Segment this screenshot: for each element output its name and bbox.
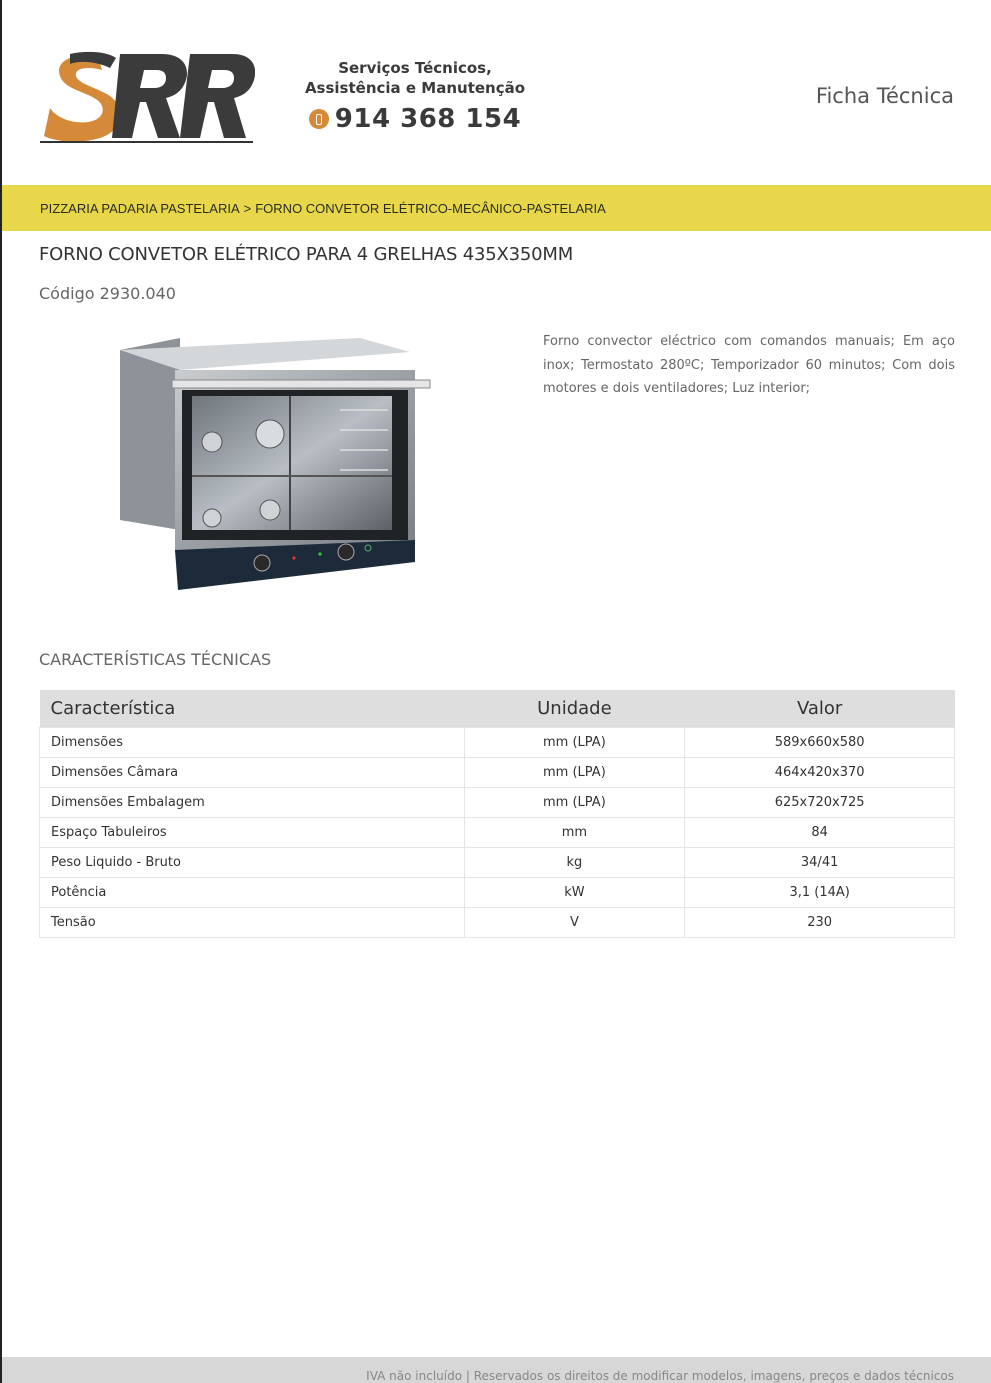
row-unit: mm (LPA) (464, 727, 685, 757)
contact-block (300, 58, 530, 134)
row-characteristic: Tensão (40, 907, 465, 937)
product-description: Forno convector eléctrico com comandos manuais; Em aço inox; Termostato 280ºC; Temporizador 60 minutos; Com dois motores e dois ventiladores; Luz interior; (543, 334, 955, 396)
page-label: Ficha Técnica (815, 84, 954, 108)
row-value: 464x420x370 (685, 757, 955, 787)
table-row (40, 847, 955, 877)
row-unit: mm (LPA) (464, 757, 685, 787)
row-value: 34/41 (685, 847, 955, 877)
breadcrumb-item-category[interactable]: PIZZARIA PADARIA PASTELARIA (40, 200, 240, 216)
header-unit: Unidade (464, 690, 685, 727)
row-value: 230 (685, 907, 955, 937)
contact-assistance-line: Assistência e Manutenção (304, 79, 526, 97)
breadcrumb-separator: > (243, 200, 252, 216)
row-unit: mm (LPA) (464, 787, 685, 817)
footer (2, 1357, 991, 1383)
phone-row (300, 104, 530, 134)
row-unit: kW (464, 877, 685, 907)
header (0, 0, 991, 185)
specs-section-title: CARACTERÍSTICAS TÉCNICAS (39, 650, 272, 669)
specs-table (39, 690, 955, 938)
breadcrumb-item-subcategory[interactable]: FORNO CONVETOR ELÉTRICO-MECÂNICO-PASTELARIA (255, 200, 606, 216)
row-characteristic: Espaço Tabuleiros (40, 817, 465, 847)
row-value: 589x660x580 (685, 727, 955, 757)
row-characteristic: Dimensões Embalagem (40, 787, 465, 817)
table-row (40, 757, 955, 787)
table-row (40, 877, 955, 907)
header-value: Valor (685, 690, 955, 727)
row-value: 3,1 (14A) (685, 877, 955, 907)
contact-services-line: Serviços Técnicos, (338, 59, 492, 77)
logo-underline (40, 141, 253, 143)
convection-oven-image (110, 330, 440, 595)
table-row (40, 817, 955, 847)
row-unit: kg (464, 847, 685, 877)
row-characteristic: Dimensões Câmara (40, 757, 465, 787)
table-header-row (40, 690, 955, 727)
breadcrumb (2, 185, 991, 231)
phone-number[interactable]: 914 368 154 (334, 104, 522, 134)
header-characteristic: Característica (40, 690, 465, 727)
footer-disclaimer: IVA não incluído | Reservados os direitos de modificar modelos, imagens, preços e dados técnicos (366, 1369, 954, 1383)
row-characteristic: Potência (40, 877, 465, 907)
phone-icon (309, 109, 329, 129)
row-characteristic: Peso Liquido - Bruto (40, 847, 465, 877)
table-row (40, 787, 955, 817)
product-title: FORNO CONVETOR ELÉTRICO PARA 4 GRELHAS 435X350MM (39, 244, 574, 265)
table-row (40, 727, 955, 757)
srr-logo (40, 50, 255, 146)
row-unit: mm (464, 817, 685, 847)
row-characteristic: Dimensões (40, 727, 465, 757)
row-value: 625x720x725 (685, 787, 955, 817)
table-row (40, 907, 955, 937)
row-unit: V (464, 907, 685, 937)
row-value: 84 (685, 817, 955, 847)
product-code: Código 2930.040 (39, 284, 176, 303)
